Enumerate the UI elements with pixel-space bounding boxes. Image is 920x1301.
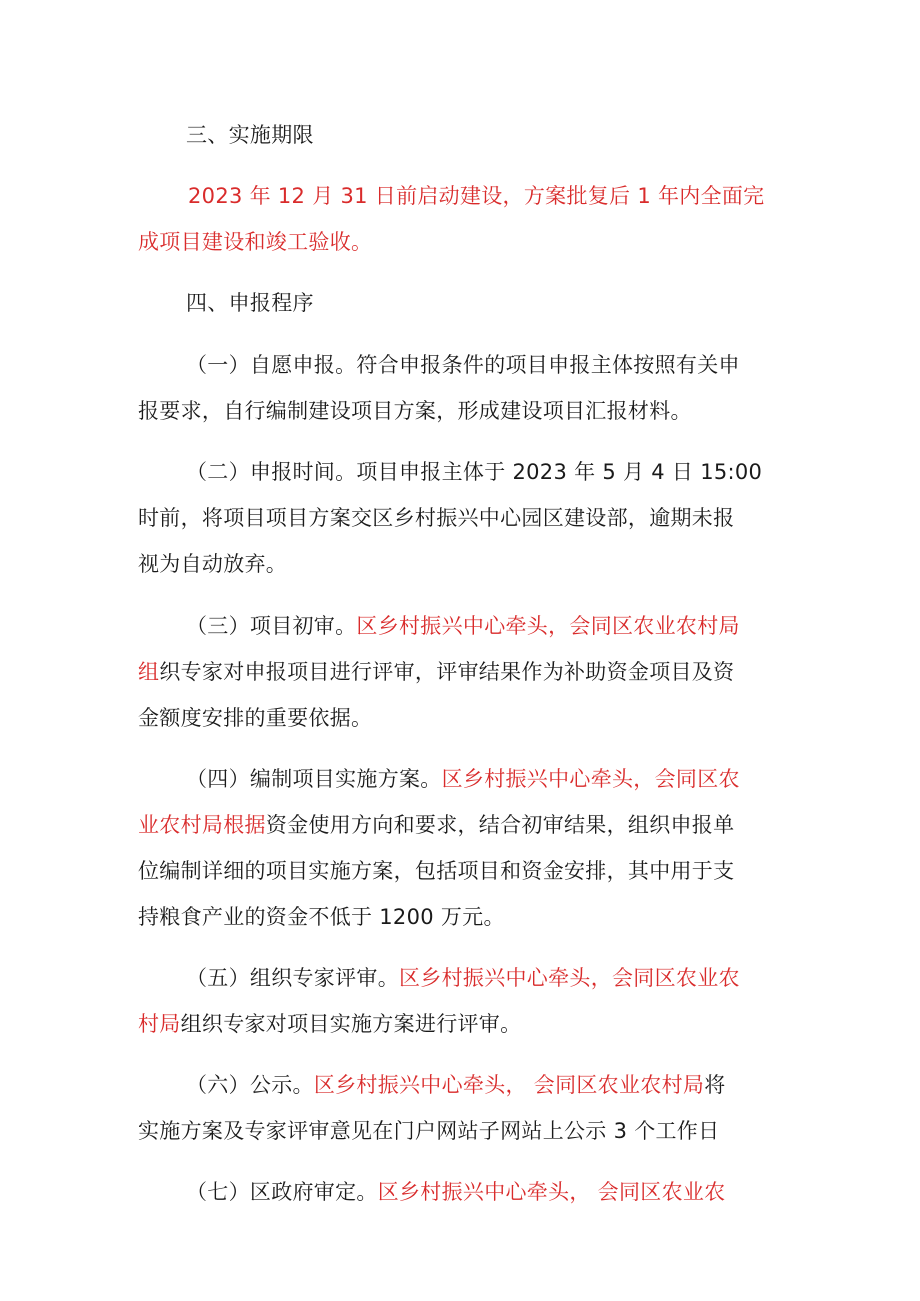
item-4-label: （四）编制项目实施方案。 xyxy=(186,767,442,791)
item-7-label: （七）区政府审定。 xyxy=(186,1180,378,1204)
item-2-line: （二）申报时间。项目申报主体于 2023 年 5 月 4 日 15:00 xyxy=(186,460,763,484)
item-4-highlight: 区乡村振兴中心牵头，会同区农 xyxy=(441,767,740,791)
paragraph-line: 2023 年 12 月 31 日前启动建设，方案批复后 1 年内全面完 xyxy=(188,184,765,208)
item-5-line xyxy=(186,963,740,993)
item-5-highlight: 区乡村振兴中心牵头，会同区农业农 xyxy=(399,966,740,990)
item-3-line xyxy=(186,611,740,641)
item-5-line xyxy=(138,1009,521,1039)
item-6-text: 将 xyxy=(704,1073,726,1097)
item-2-line: 视为自动放弃。 xyxy=(138,552,288,576)
item-3-text: 织专家对申报项目进行评审，评审结果作为补助资金项目及资 xyxy=(159,660,735,684)
item-7-line xyxy=(186,1177,725,1207)
item-6-label: （六）公示。 xyxy=(186,1073,314,1097)
item-6-line: 实施方案及专家评审意见在门户网站子网站上公示 3 个工作日 xyxy=(138,1119,720,1143)
section-heading-application-procedure: 四、申报程序 xyxy=(186,291,314,315)
item-3-label: （三）项目初审。 xyxy=(186,614,357,638)
item-1-line: 报要求，自行编制建设项目方案，形成建设项目汇报材料。 xyxy=(138,399,692,423)
item-5-label: （五）组织专家评审。 xyxy=(186,966,399,990)
item-7-highlight: 区乡村振兴中心牵头， 会同区农业农 xyxy=(377,1180,726,1204)
section-heading-implementation-period: 三、实施期限 xyxy=(186,123,314,147)
item-4-line xyxy=(138,810,734,840)
item-3-line: 金额度安排的重要依据。 xyxy=(138,706,373,730)
item-3-line xyxy=(138,657,734,687)
item-4-line: 持粮食产业的资金不低于 1200 万元。 xyxy=(138,905,505,929)
item-6-highlight: 区乡村振兴中心牵头， 会同区农业农村局 xyxy=(313,1073,705,1097)
item-6-line xyxy=(186,1070,726,1100)
item-2-line: 时前，将项目项目方案交区乡村振兴中心园区建设部，逾期未报 xyxy=(138,506,735,530)
item-3-highlight: 组 xyxy=(138,660,160,684)
item-5-highlight: 村局 xyxy=(138,1012,181,1036)
item-4-line: 位编制详细的项目实施方案，包括项目和资金安排，其中用于支 xyxy=(138,859,735,883)
item-4-line xyxy=(186,764,740,794)
item-4-text: 资金使用方向和要求，结合初审结果，组织申报单 xyxy=(265,813,735,837)
paragraph-line: 成项目建设和竣工验收。 xyxy=(138,230,373,254)
item-4-highlight: 业农村局根据 xyxy=(138,813,266,837)
item-3-highlight: 区乡村振兴中心牵头，会同区农业农村局 xyxy=(356,614,740,638)
item-1-line: （一）自愿申报。符合申报条件的项目申报主体按照有关申 xyxy=(186,353,740,377)
item-5-text: 组织专家对项目实施方案进行评审。 xyxy=(180,1012,522,1036)
